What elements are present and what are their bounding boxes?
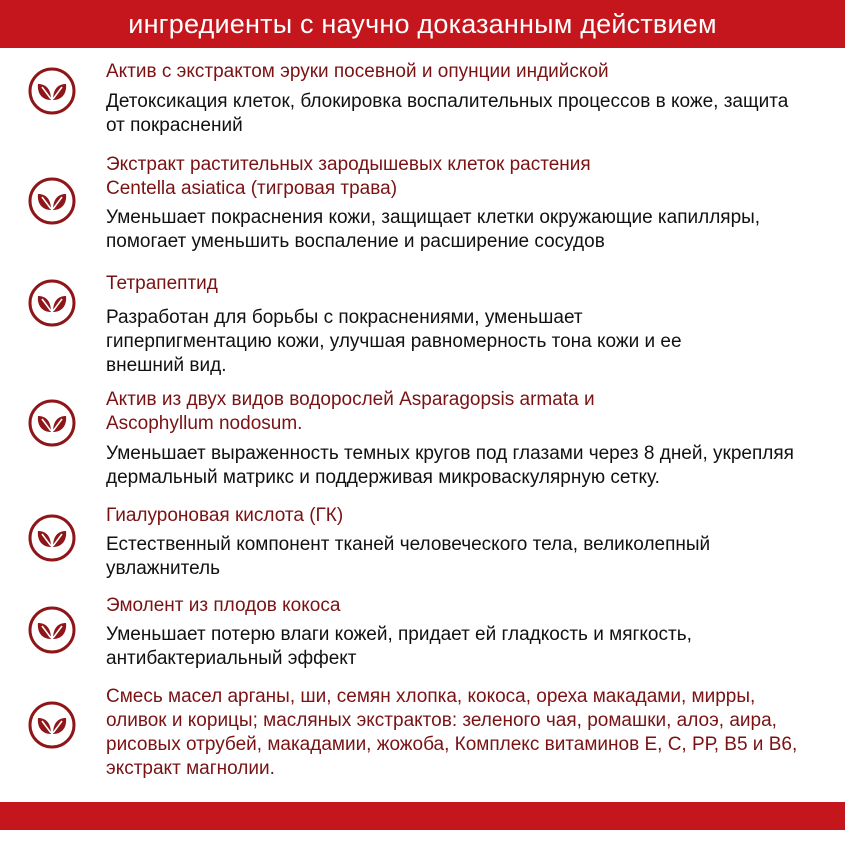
ingredient-description: Естественный компонент тканей человеческого тела, великолепный увлажнитель xyxy=(106,534,711,579)
leaf-icon xyxy=(27,700,77,750)
ingredient-description: Уменьшает потерю влаги кожей, придает ей гладкость и мягкость, антибактериальный эффект xyxy=(106,624,692,669)
ingredient-title: Смесь масел арганы, ши, семян хлопка, кокоса, ореха макадами, мирры, оливок и корицы; масляных экстрактов: зеленого чая, ромашки, алоэ, аира, рисовых отрубей, макадамии, жожоба, Комплекс витаминов Е, С, РР, В5 и В6, экстракт магнолии. xyxy=(106,686,798,779)
leaf-icon xyxy=(27,176,77,226)
page-title: ингредиенты с научно доказанным действием xyxy=(128,8,717,39)
leaf-icon xyxy=(27,66,77,116)
ingredient-title: Экстракт растительных зародышевых клеток растения Centella asiatica (тигровая трава) xyxy=(106,154,591,199)
footer-banner xyxy=(0,802,845,830)
ingredient-description: Уменьшает выраженность темных кругов под глазами через 8 дней, укрепляя дермальный матрикс и поддерживая микроваскулярную сетку. xyxy=(106,443,794,488)
leaf-icon xyxy=(27,398,77,448)
leaf-icon xyxy=(27,278,77,328)
leaf-icon xyxy=(27,605,77,655)
leaf-icon xyxy=(27,513,77,563)
ingredient-title: Эмолент из плодов кокоса xyxy=(106,595,341,616)
ingredient-description: Уменьшает покраснения кожи, защищает клетки окружающие капилляры, помогает уменьшить воспаление и расширение сосудов xyxy=(106,207,761,252)
ingredient-title: Тетрапептид xyxy=(106,273,218,294)
header-banner xyxy=(0,0,845,48)
ingredient-title: Актив с экстрактом эруки посевной и опунции индийской xyxy=(106,61,609,82)
ingredient-description: Разработан для борьбы с покраснениями, уменьшает гиперпигментацию кожи, улучшая равномерность тона кожи и ее внешний вид. xyxy=(106,307,682,376)
ingredient-title: Актив из двух видов водорослей Asparagopsis armata и Ascophyllum nodosum. xyxy=(106,389,595,434)
ingredient-title: Гиалуроновая кислота (ГК) xyxy=(106,505,344,526)
ingredient-description: Детоксикация клеток, блокировка воспалительных процессов в коже, защита от покраснений xyxy=(106,91,789,136)
